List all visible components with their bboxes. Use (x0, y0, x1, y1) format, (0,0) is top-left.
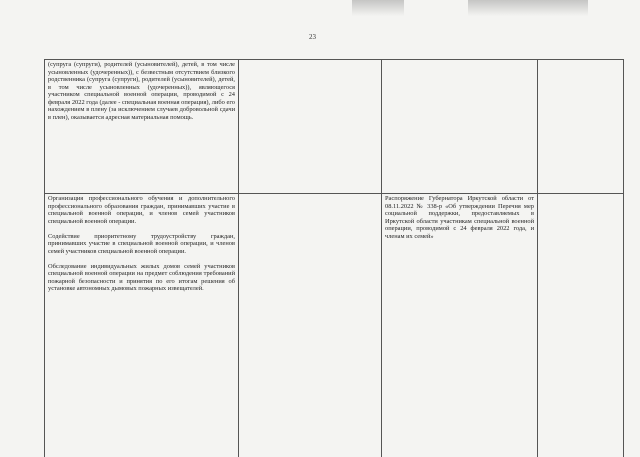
page-number: 23 (309, 33, 316, 41)
measure-paragraph: Содействие приоритетному трудоустройству граждан, принимавших участие в специальной военной операции, и членов семей участников специальной военной операции. (48, 232, 235, 255)
table-cell-empty (538, 194, 624, 457)
table-cell-legal-basis: Распоряжение Губернатора Иркутской области от 08.11.2022 № 338-р «Об утверждении Перечня мер социальной поддержки, предоставляемых в Иркутской области участникам специальной военной операции, проводимой с 24 февраля 2022 года, и членам их семей» (382, 194, 538, 457)
measure-paragraph: (супруга (супруги), родителей (усыновителей), детей, в том числе усыновленных (удочеренных)), с безвестным отсутствием близкого родственника (супруга (супруги), родителей (усыновителей), детей, в том числе усыновленных (удочеренных)), являющегося участником специальной военной операции, проводимой с 24 февраля 2022 года (далее - специальная военная операция), либо его нахождением в плену (за исключением случаев добровольной сдачи в плен), оказывается адресная материальная помощь. (48, 61, 235, 121)
measures-table (44, 59, 624, 457)
scan-artifact (352, 0, 404, 16)
table-cell-measure (45, 194, 239, 457)
table-cell-measure (45, 60, 239, 194)
table-cell-empty (538, 60, 624, 194)
measure-paragraph: Организация профессионального обучения и дополнительного профессионального образования граждан, принимавших участие в специальной военной операции, и членов семей участников специальной военной операции. (48, 195, 235, 225)
table-row (45, 60, 624, 194)
table-cell-empty (382, 60, 538, 194)
table-row (45, 194, 624, 457)
table-cell-empty (239, 60, 382, 194)
measure-paragraph: Обследование индивидуальных жилых домов семей участников специальной военной операции на предмет соблюдения требований пожарной безопасности и принятия по его итогам решения об установке автономных дымовых пожарных извещателей. (48, 262, 235, 292)
table-cell-empty (239, 194, 382, 457)
scan-artifact (468, 0, 588, 16)
